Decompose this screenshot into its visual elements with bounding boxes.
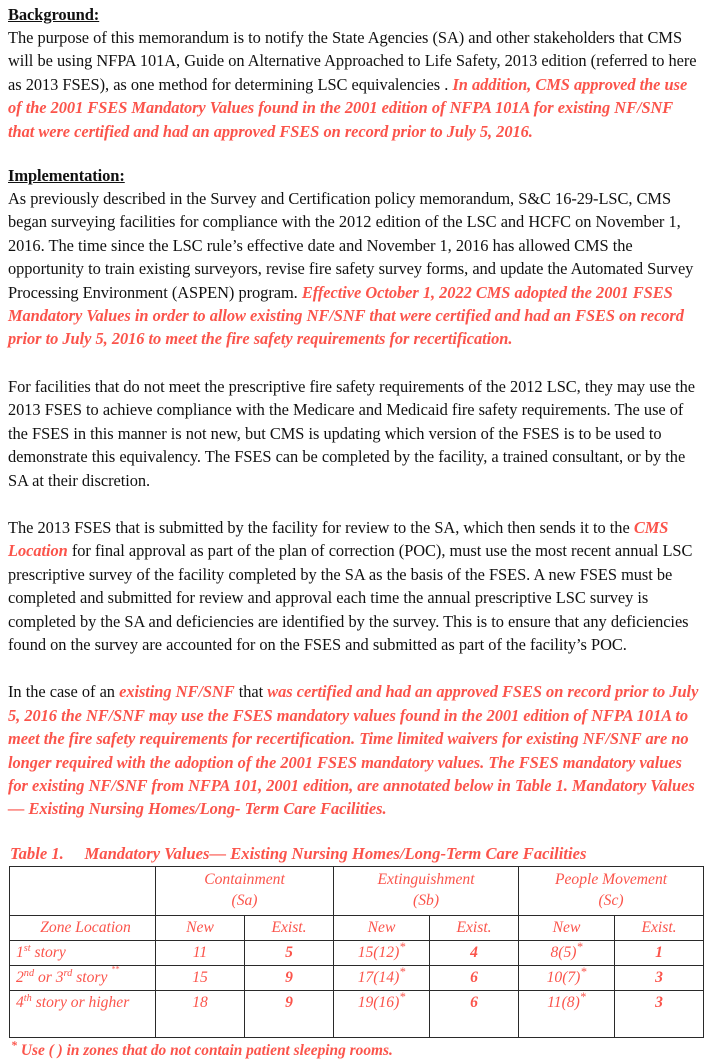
background-paragraph-red: In addition, CMS approved the use of the 2001 FSES Mandatory Values found in the 2001 edition of NFPA 101A for existing NF/SNF that were certified and had an approved FSES on record prior to July 5, 2016. — [8, 74, 688, 141]
table-footnote: * Use ( ) in zones that do not contain patient sleeping rooms. — [11, 1037, 393, 1059]
table-corner-cell — [10, 866, 156, 915]
implementation-paragraph-2: For facilities that do not meet the prescriptive fire safety requirements of the 2012 LSC, they may use the 2013 FSES to achieve compliance with the Medicare and Medicaid fire safety requirements. The use of the FSES in this manner is not new, but CMS is updating which version of the FSES is to be used to demonstrate this equivalency. The FSES can be completed by the facility, a trained consultant, or by the SA at their discretion. — [8, 376, 695, 490]
group-header-extinguishment-line1: Extinguishment — [377, 870, 475, 888]
cell-people-movement-exist: 1 — [615, 940, 704, 965]
group-header-extinguishment-line2: (Sb) — [413, 892, 440, 910]
row-label-zone: 1st story — [10, 940, 156, 965]
implementation-paragraph-4 — [8, 680, 703, 820]
table-row — [10, 990, 704, 1037]
section-heading-implementation: Implementation: — [8, 166, 125, 186]
implementation-paragraph-1 — [8, 187, 703, 351]
background-paragraph-black: The purpose of this memorandum is to notify the State Agencies (SA) and other stakeholders that CMS will be using NFPA 101A, Guide on Alternative Approached to Life Safety, 2013 edition (referred to here as 2013 FSES), as one method for determining LSC equivalencies . — [8, 28, 697, 94]
cell-containment-exist: 9 — [245, 990, 334, 1037]
spacer — [8, 821, 703, 843]
table-group-header-row — [10, 866, 704, 915]
column-header-extinguishment-exist: Exist. — [430, 915, 519, 940]
implementation-p4-mid: that — [234, 682, 268, 702]
table-body — [10, 940, 704, 1037]
cell-containment-new: 18 — [156, 990, 245, 1037]
cell-containment-new: 11 — [156, 940, 245, 965]
implementation-p1-red: Effective October 1, 2022 CMS adopted the 2001 FSES Mandatory Values in order to allow existing NF/SNF that were certified and had an FSES on record prior to July 5, 2016 to meet the fire safety requirements for recertification. — [8, 282, 684, 349]
spacer — [8, 143, 703, 165]
column-header-people-movement-exist: Exist. — [615, 915, 704, 940]
cms-location-emphasis: CMS Location — [8, 517, 669, 561]
column-header-zone-location: Zone Location — [10, 915, 156, 940]
cell-people-movement-exist: 3 — [615, 990, 704, 1037]
cell-people-movement-new: 8(5)* — [519, 940, 615, 965]
group-header-containment — [156, 866, 334, 915]
cell-extinguishment-exist: 6 — [430, 990, 519, 1037]
implementation-p3-lead: The 2013 FSES that is submitted by the facility for review to the SA, which then sends it to the — [8, 517, 634, 537]
column-header-extinguishment-new: New — [334, 915, 430, 940]
cell-containment-exist: 9 — [245, 965, 334, 990]
table-row — [10, 965, 704, 990]
cell-people-movement-new: 10(7)* — [519, 965, 615, 990]
cell-containment-exist: 5 — [245, 940, 334, 965]
section-heading-background: Background: — [8, 5, 100, 24]
spacer — [8, 351, 703, 375]
cell-containment-new: 15 — [156, 965, 245, 990]
background-paragraph — [8, 26, 703, 143]
column-header-containment-exist: Exist. — [245, 915, 334, 940]
column-header-containment-new: New — [156, 915, 245, 940]
group-header-people-movement-line1: People Movement — [554, 870, 668, 888]
column-header-people-movement-new: New — [519, 915, 615, 940]
cell-extinguishment-new: 15(12)* — [334, 940, 430, 965]
cell-people-movement-new: 11(8)* — [519, 990, 615, 1037]
table-caption: Table 1. Mandatory Values— Existing Nursing Homes/Long-Term Care Facilities — [10, 843, 587, 863]
implementation-p3-rest: for final approval as part of the plan of correction (POC), must use the most recent annual LSC prescriptive survey of the facility completed by the SA as the basis of the FSES. A new FSES must be completed and submitted for review and approval each time the annual prescriptive LSC survey is completed by the SA and deficiencies are identified by the survey. This is to ensure that any deficiencies found on the survey are accounted for on the FSES and submitted as part of the facility’s POC. — [8, 541, 693, 654]
cell-extinguishment-exist: 4 — [430, 940, 519, 965]
row-label-zone: 2nd or 3rd story ** — [10, 965, 156, 990]
cell-extinguishment-exist: 6 — [430, 965, 519, 990]
group-header-people-movement — [519, 866, 704, 915]
implementation-p4-red: was certified and had an approved FSES on record prior to July 5, 2016 the NF/SNF may use the FSES mandatory values found in the 2001 edition of NFPA 101A to meet the fire safety requirements for recertification. Time limited waivers for existing NF/SNF are no longer required with the adoption of the 2001 FSES mandatory values. The FSES mandatory values for existing NF/SNF from NFPA 101, 2001 edition, are annotated below in Table 1. Mandatory Values— Existing Nursing Homes/Long- Term Care Facilities. — [8, 682, 699, 819]
implementation-p4-lead: In the case of an — [8, 682, 120, 702]
implementation-p1-black: As previously described in the Survey and Certification policy memorandum, S&C 16-29-LSC, CMS began surveying facilities for compliance with the 2012 edition of the LSC and HCFC on November 1, 2016. The time since the LSC rule’s effective date and November 1, 2016 has allowed CMS the opportunity to train existing surveyors, revise fire safety survey forms, and update the Automated Survey Processing Environment (ASPEN) program. — [8, 189, 694, 302]
group-header-people-movement-line2: (Sc) — [598, 892, 624, 910]
cell-people-movement-exist: 3 — [615, 965, 704, 990]
spacer — [8, 656, 703, 680]
table-sub-header-row — [10, 915, 704, 940]
cell-extinguishment-new: 17(14)* — [334, 965, 430, 990]
group-header-extinguishment — [334, 866, 519, 915]
existing-nf-snf-emphasis: existing NF/SNF — [119, 682, 235, 702]
mandatory-values-table — [9, 866, 704, 1038]
group-header-containment-line2: (Sa) — [231, 892, 258, 910]
table-row — [10, 940, 704, 965]
group-header-containment-line1: Containment — [204, 870, 285, 888]
spacer — [8, 492, 703, 516]
implementation-paragraph-3 — [8, 516, 703, 656]
row-label-zone: 4th story or higher — [10, 990, 156, 1037]
cell-extinguishment-new: 19(16)* — [334, 990, 430, 1037]
